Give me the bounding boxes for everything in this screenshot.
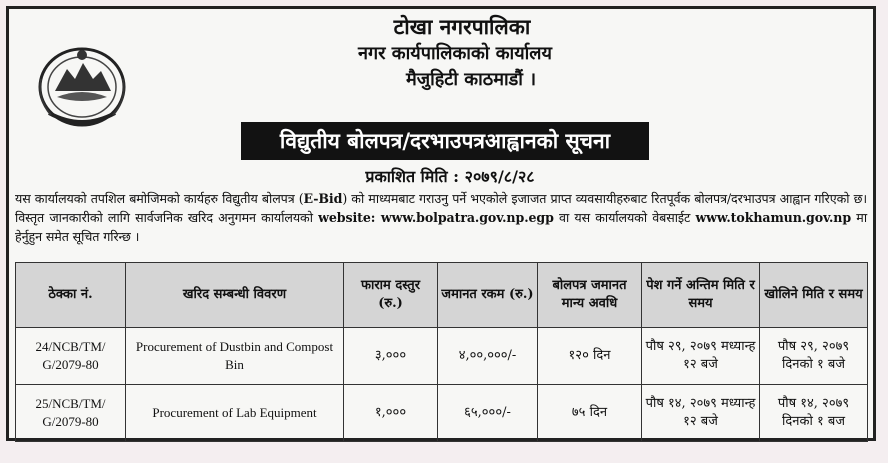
header-contract-no: ठेक्का नं. — [16, 263, 126, 328]
notice-paragraph — [15, 189, 867, 246]
cell-contract-no: 25/NCB/TM/ G/2079-80 — [16, 385, 126, 442]
table-row — [16, 385, 868, 442]
municipal-website: www.tokhamun.gov.np — [695, 210, 852, 225]
paragraph-text-2: ) को माध्यमबाट गराउनु पर्ने भएकोले इजाजत प्राप्त व्यवसायीहरुबाट रितपूर्वक बोलपत्र/दरभाउपत्र आह्वान गरिएको छ। विस्तृत जानकारीको लागि सार्वजनिक खरिद अनुगमन कार्यालयको — [15, 191, 867, 225]
paragraph-text-4: मा हेर्नुहुन समेत सूचित गरिन्छ । — [15, 210, 867, 244]
table-header-row — [16, 263, 868, 328]
header-form-fee: फाराम दस्तुर (रु.) — [344, 263, 438, 328]
header-description: खरिद सम्बन्धी विवरण — [126, 263, 344, 328]
notice-title: विद्युतीय बोलपत्र/दरभाउपत्रआह्वानको सूचना — [241, 122, 649, 160]
cell-form-fee: १,००० — [344, 385, 438, 442]
cell-opening: पौष १४, २०७९ दिनको १ बज — [760, 385, 868, 442]
notice-header — [9, 13, 873, 93]
cell-opening: पौष २९, २०७९ दिनको १ बजे — [760, 328, 868, 385]
cell-submission: पौष २९, २०७९ मध्यान्ह १२ बजे — [642, 328, 760, 385]
ebid-term: E-Bid — [303, 191, 343, 206]
paragraph-text-3: वा यस कार्यालयको वेबसाईट — [553, 210, 696, 225]
cell-security: ६५,०००/- — [438, 385, 538, 442]
cell-validity: १२० दिन — [538, 328, 642, 385]
tender-notice — [6, 6, 876, 441]
cell-description: Procurement of Dustbin and Compost Bin — [126, 328, 344, 385]
cell-validity: ७५ दिन — [538, 385, 642, 442]
organization-name: टोखा नगरपालिका — [393, 14, 531, 39]
header-opening: खोलिने मिति र समय — [760, 263, 868, 328]
published-date: प्रकाशित मिति : २०७९/८/२८ — [365, 167, 535, 186]
header-submission: पेश गर्ने अन्तिम मिति र समय — [642, 263, 760, 328]
cell-contract-no: 24/NCB/TM/ G/2079-80 — [16, 328, 126, 385]
cell-form-fee: ३,००० — [344, 328, 438, 385]
cell-description: Procurement of Lab Equipment — [126, 385, 344, 442]
tender-table — [15, 262, 868, 442]
header-validity: बोलपत्र जमानत मान्य अवधि — [538, 263, 642, 328]
office-name: नगर कार्यपालिकाको कार्यालय — [358, 43, 552, 64]
office-address: मैजुहिटी काठमाडौं । — [405, 69, 537, 90]
ppmo-website: website: www.bolpatra.gov.np.egp — [318, 210, 554, 225]
header-security: जमानत रकम (रु.) — [438, 263, 538, 328]
paragraph-text-1: यस कार्यालयको तपशिल बमोजिमको कार्यहरु विद्युतीय बोलपत्र ( — [15, 191, 304, 206]
table-row — [16, 328, 868, 385]
cell-submission: पौष १४, २०७९ मध्यान्ह १२ बजे — [642, 385, 760, 442]
cell-security: ४,००,०००/- — [438, 328, 538, 385]
